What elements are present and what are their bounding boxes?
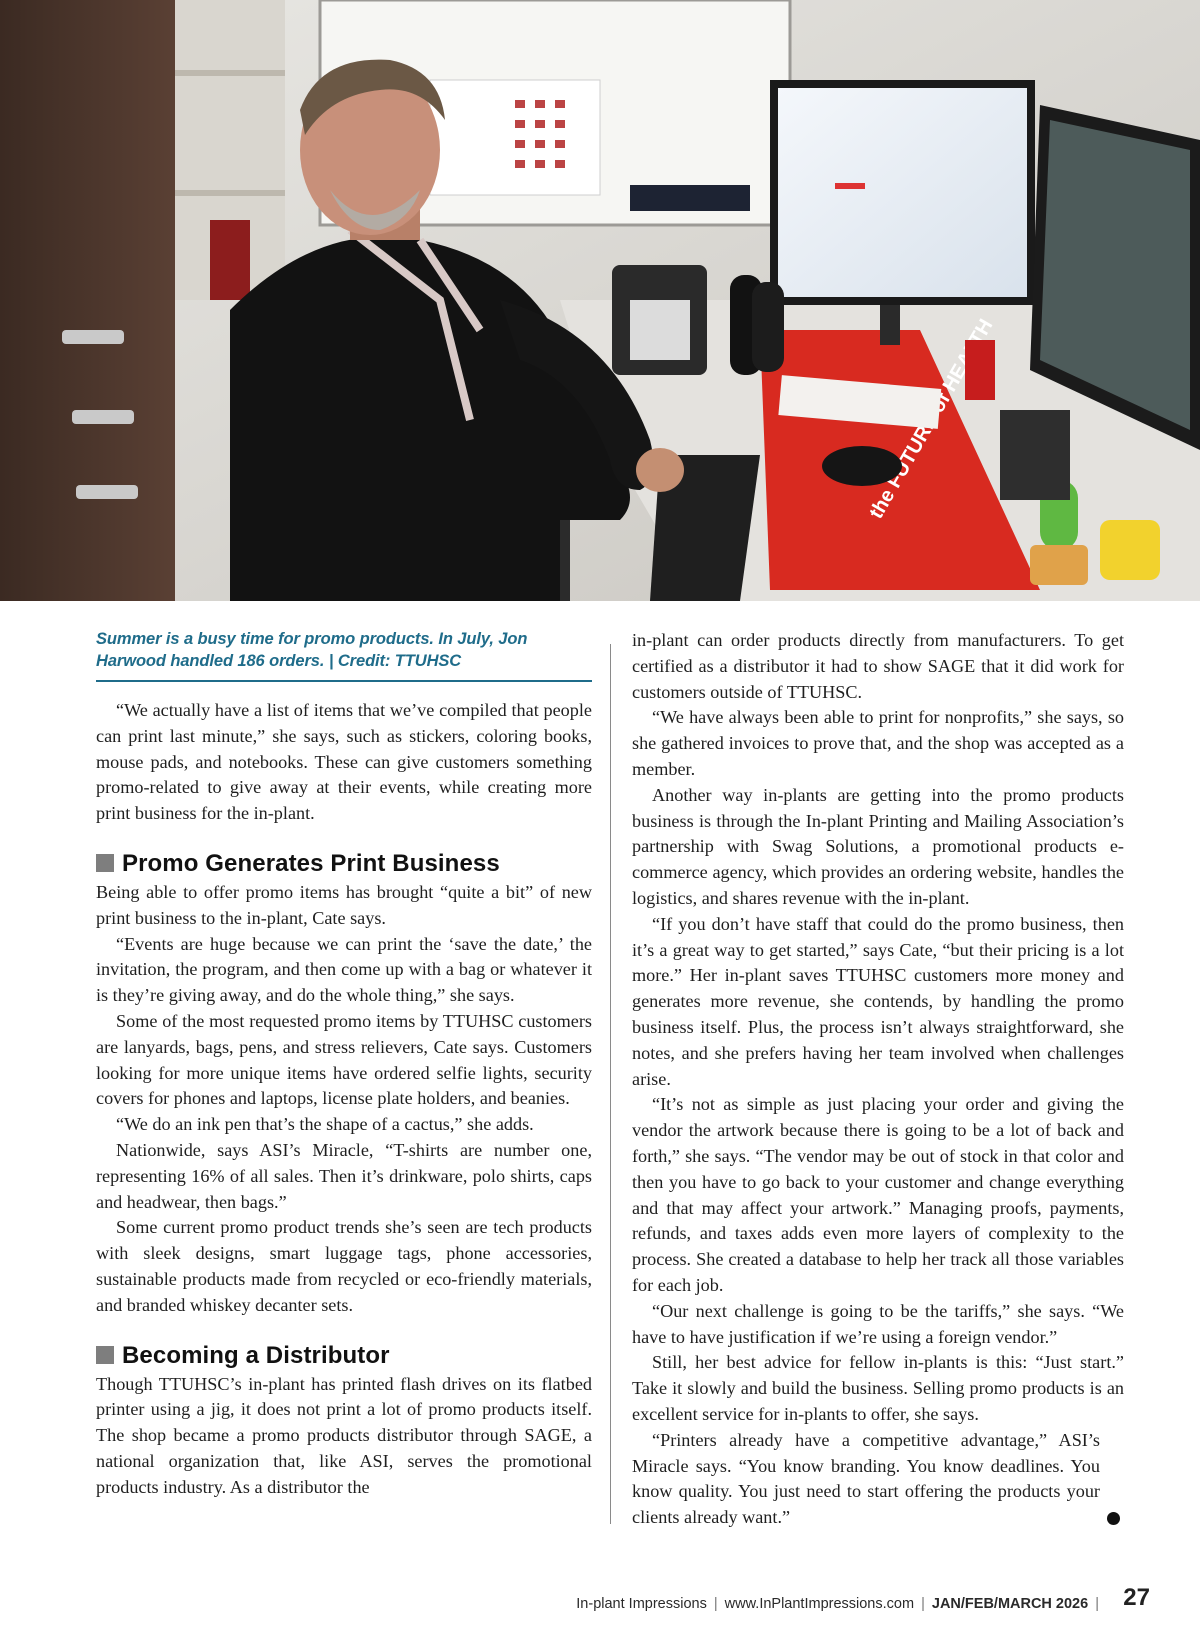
end-of-article-icon xyxy=(1107,1512,1120,1525)
section-heading-promo xyxy=(96,848,592,880)
heading-text: Becoming a Distributor xyxy=(122,1341,390,1369)
paragraph: “It’s not as simple as just placing your order and giving the vendor the artwork because there is going to be a lot of back and forth,” she says. “The vendor may be out of stock in that color and then you have to go back to your customer and change everything and that may affect your artwork.” Managing proofs, payments, refunds, and taxes adds even more layers of complexity to the process. She created a database to help her track all those variables for each job. xyxy=(632,1094,1124,1295)
caption-text: Summer is a busy time for promo products. In July, Jon Harwood handled 186 orders. xyxy=(96,630,528,670)
left-column xyxy=(96,628,592,1501)
photo-caption xyxy=(96,628,592,682)
footer-separator: | xyxy=(1091,1596,1099,1612)
paragraph: Though TTUHSC’s in-plant has printed flash drives on its flatbed printer using a jig, it does not print a lot of promo products itself. The shop became a promo products distributor through SAGE, a national organization that, like ASI, serves the promotional products industry. As a distributor the xyxy=(96,1373,592,1497)
paragraph: in-plant can order products directly from manufacturers. To get certified as a distributor it had to show SAGE that it did work for customers outside of TTUHSC. xyxy=(632,630,1124,702)
paragraph: Nationwide, says ASI’s Miracle, “T-shirts are number one, representing 16% of all sales. Then it’s drinkware, polo shirts, caps and headwear, then bags.” xyxy=(96,1139,592,1212)
article-photo xyxy=(0,0,1200,601)
paragraph: “Events are huge because we can print the ‘save the date,’ the invitation, the program, and then come up with a bag or whatever it is they’re giving away, and do the whole thing,” she says. xyxy=(96,933,592,1006)
paragraph: “We do an ink pen that’s the shape of a cactus,” she adds. xyxy=(116,1114,534,1135)
caption-separator: | xyxy=(328,652,334,670)
paragraph: Being able to offer promo items has brought “quite a bit” of new print business to the in-plant, Cate says. xyxy=(96,881,592,928)
desk-mat-text: the FUTURE of xyxy=(865,389,955,523)
heading-text: Promo Generates Print Business xyxy=(122,849,500,877)
paragraph: “Printers already have a competitive advantage,” ASI’s Miracle says. “You know branding. You know deadlines. You know quality. You just need to start offering the products your clients already want.” xyxy=(632,1429,1100,1528)
paragraph: Another way in-plants are getting into the promo products business is through the In-plant Printing and Mailing Association’s partnership with Swag Solutions, a promotional products e-commerce agency, which provides an ordering website, handles the logistics, and shares revenue with the in-plant. xyxy=(632,784,1124,908)
paragraph: “If you don’t have staff that could do the promo business, then it’s a great way to get started,” says Cate, “but their pricing is a lot more.” Her in-plant saves TTUHSC customers more money and generates more revenue, she contends, by handling the promo business itself. Plus, the process isn’t always straightforward, she notes, and she prefers having her team involved when challenges arise. xyxy=(632,913,1124,1089)
footer-separator: | xyxy=(917,1596,929,1612)
page-footer xyxy=(0,1584,1200,1618)
column-divider xyxy=(610,644,611,1524)
paragraph: “We actually have a list of items that we’ve compiled that people can print last minute,” she says, such as stickers, coloring books, mouse pads, and notebooks. These can give customers something promo-related to give away at their events, while creating more print business for the in-plant. xyxy=(96,700,592,824)
footer-publication: In-plant Impressions xyxy=(576,1596,707,1612)
footer-website[interactable]: www.InPlantImpressions.com xyxy=(724,1596,915,1612)
footer-line xyxy=(576,1596,1102,1612)
paragraph: “We have always been able to print for nonprofits,” she says, so she gathered invoices to prove that, and the shop was accepted as a member. xyxy=(632,707,1124,779)
paragraph: Some of the most requested promo items by TTUHSC customers are lanyards, bags, pens, and stress relievers, Cate says. Customers looking for more unique items have ordered selfie lights, security covers for phones and laptops, license plate holders, and beanies. xyxy=(96,1010,592,1109)
paragraph: “Our next challenge is going to be the tariffs,” she says. “We have to have justification if we’re using a foreign vendor.” xyxy=(632,1300,1124,1347)
page-number: 27 xyxy=(1123,1584,1150,1611)
paragraph: Still, her best advice for fellow in-plants is this: “Just start.” Take it slowly and build the business. Selling promo products is an excellent service for in-plants to offer, she says. xyxy=(632,1352,1124,1424)
footer-separator: | xyxy=(709,1596,722,1612)
footer-issue: JAN/FEB/MARCH 2026 xyxy=(931,1596,1089,1612)
right-column xyxy=(632,628,1124,1531)
caption-credit: Credit: TTUHSC xyxy=(337,652,462,670)
heading-square-icon xyxy=(96,854,114,872)
paragraph: Some current promo product trends she’s seen are tech products with sleek designs, smart luggage tags, phone accessories, sustainable products made from recycled or eco-friendly materials, and branded whiskey decanter sets. xyxy=(96,1217,592,1315)
heading-square-icon xyxy=(96,1346,114,1364)
section-heading-distributor xyxy=(96,1340,592,1372)
